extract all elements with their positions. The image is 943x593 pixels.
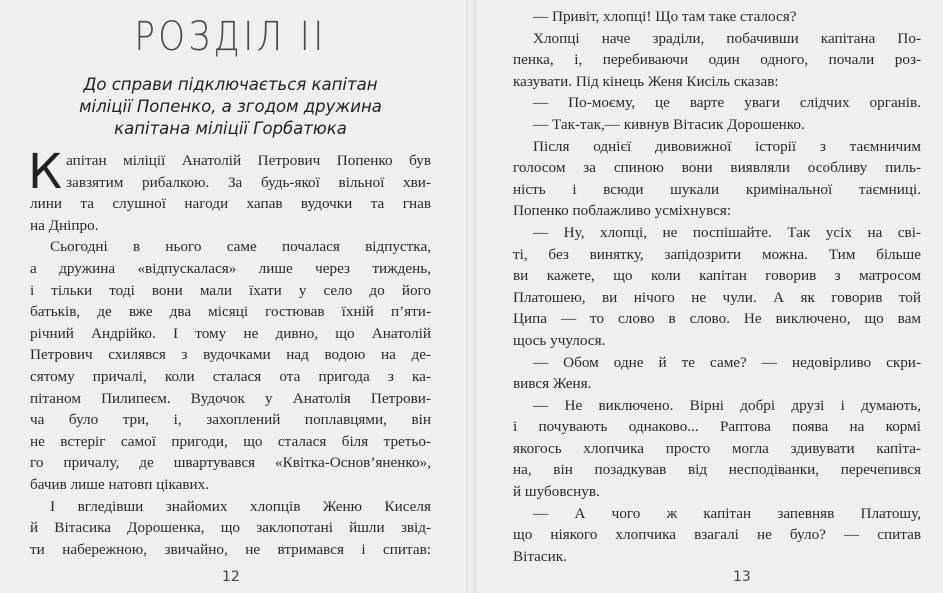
text-line: й шубовснув. (513, 483, 600, 501)
text-line: батьків, де вже два місяці гостював їхній п’яти- (30, 303, 431, 321)
text-line: — Обом одне й те саме? — недовірливо скри- (533, 353, 921, 371)
text-line: на Дніпро. (30, 216, 99, 234)
text-line: го причалу, де швартувався «Квітка-Основ’яненко», (30, 454, 431, 472)
text-line: щось учулося. (513, 331, 606, 349)
text-line: завзятим рибалкою. За будь-якої вільної хви- (66, 173, 431, 191)
subtitle-line: До справи підключається капітан (83, 75, 378, 94)
subtitle-line: міліції Попенко, а згодом дружина (79, 97, 382, 116)
chapter-subtitle (30, 74, 431, 140)
left-page (0, 0, 471, 593)
text-line: ті, без винятку, запідозрити можна. Тим більше (513, 245, 921, 263)
right-page (471, 0, 943, 593)
text-line: Петрович схилявся з вудочками над водою на де- (30, 346, 431, 364)
text-line: — А чого ж капітан запевняв Платошу, (533, 504, 921, 522)
text-line: а дружина «відпускалася» лише через тиждень, (30, 259, 431, 277)
left-body-text (28, 144, 431, 560)
text-line: казувати. Під кінець Женя Кисіль сказав: (513, 72, 779, 90)
text-line: — Не виключено. Вірні добрі друзі і думають, (533, 396, 921, 414)
text-line: — Ну, хлопці, не поспішайте. Так усіх на сві- (533, 223, 921, 241)
text-line: І вгледівши знайомих хлопців Женю Киселя (50, 497, 431, 515)
text-line: пітаном Пилипеєм. Вудочок у Анатолія Петрови- (30, 389, 431, 407)
text-line: якогось хлопчика просто могла здивувати капіта- (513, 439, 921, 457)
text-line: Хлопці наче зраділи, побачивши капітана По- (533, 29, 921, 47)
text-line: Вітасик. (513, 547, 567, 565)
text-line: і тільки тоді вони мали їхати у село до його (30, 281, 431, 299)
text-line: пенка, і, перебиваючи один одного, почали роз- (513, 51, 921, 69)
text-line: голосом за спиною вони виявляли особливу пиль- (513, 159, 921, 177)
text-line: бачив лише натовп цікавих. (30, 475, 210, 493)
drop-cap: К (28, 144, 63, 200)
text-line: на, він позадкував від несподіванки, перечепився (513, 461, 921, 479)
text-line: — Привіт, хлопці! Що там таке сталося? (533, 8, 797, 25)
text-line: Ципа — то слово в слово. Не виключено, що вам (513, 310, 921, 328)
text-line: апітан міліції Анатолій Петрович Попенко був (66, 152, 431, 169)
text-line: ти набережною, звичайно, не втримався і спитав: (30, 540, 431, 558)
page-number: 13 (733, 569, 751, 585)
text-line: ність і всюди шукали кримінальної таємниці. (513, 180, 921, 198)
text-line: річний Андрійко. І тому не дивно, що Анатолій (30, 324, 431, 342)
text-line: ви кажете, що коли капітан говорив з матросом (513, 267, 921, 285)
text-line: Попенко поблажливо усміхнувся: (513, 202, 732, 220)
text-line: і почувають однаково... Раптова поява на кормі (513, 418, 921, 436)
text-line: сятому причалі, коли сталася ота пригода з ка- (30, 367, 431, 385)
text-line: не встеріг самої пригоди, що сталася біля третьо- (30, 432, 431, 450)
text-line: Після однієї дивовижної історії з таємничим (533, 137, 921, 155)
text-line: вився Женя. (513, 375, 592, 393)
text-line: ча було три, і, захоплений поплавцями, він (30, 411, 431, 429)
book-gutter (466, 0, 476, 593)
text-line: лини та слушної нагоди хапав вудочки та гнав (30, 195, 431, 213)
text-line: Платошею, ви нічого не чули. А як говорив той (513, 288, 921, 306)
text-line: — Так-так,— кивнув Вітасик Дорошенко. (533, 115, 805, 133)
chapter-title: РОЗДІЛ II (134, 14, 327, 60)
text-line: що ніякого хлопчика взагалі не було? — спитав (513, 526, 921, 544)
text-line: й Вітасика Дорошенка, що заклопотані йшли звід- (30, 519, 431, 537)
text-line: Сьогодні в нього саме почалася відпустка, (50, 238, 431, 256)
subtitle-line: капітана міліції Горбатюка (114, 119, 347, 138)
right-body-text (513, 6, 921, 567)
text-line: — По-моєму, це варте уваги слідчих органів. (533, 94, 921, 112)
page-number: 12 (222, 569, 240, 585)
